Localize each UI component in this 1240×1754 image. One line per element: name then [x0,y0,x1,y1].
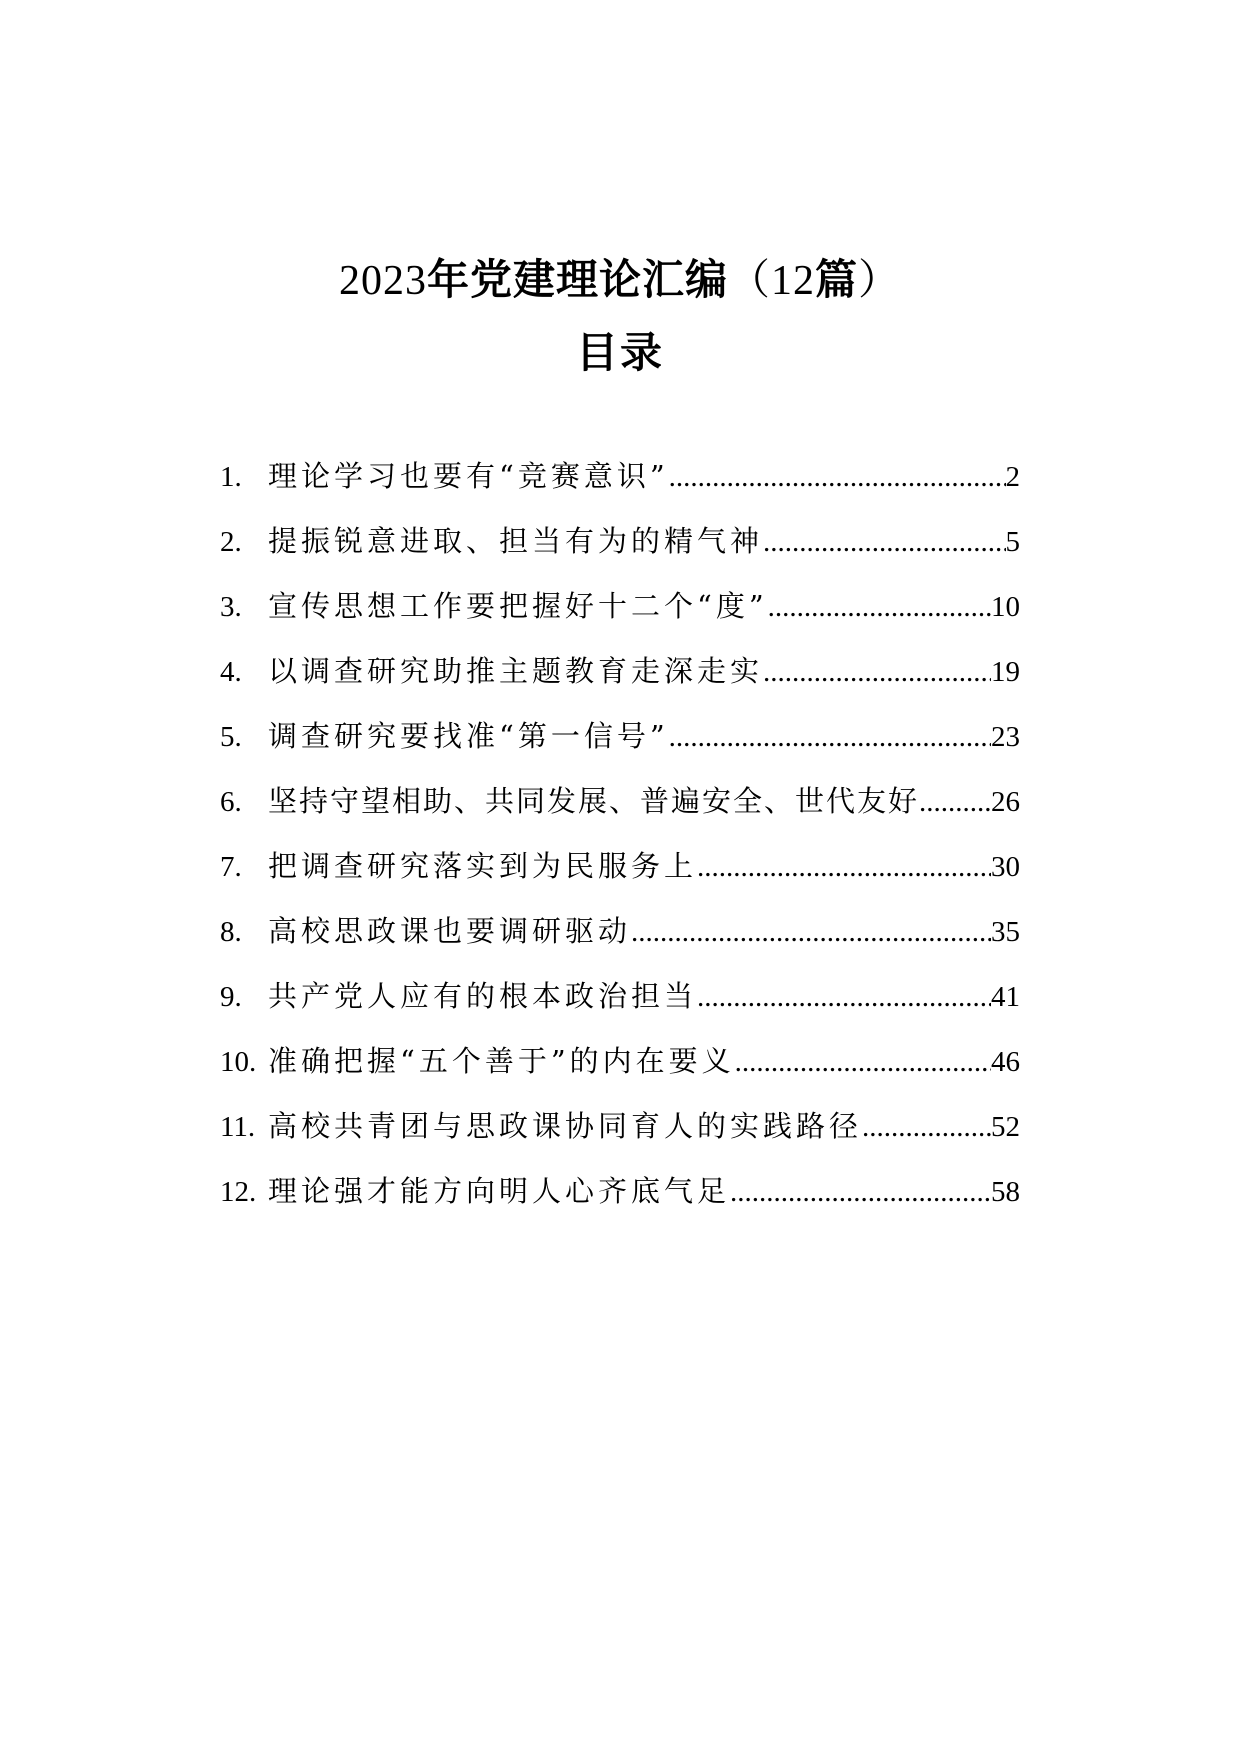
title-paren-open: （ [727,258,771,304]
toc-entry-title: 理论强才能方向明人心齐底气足 [268,1174,731,1208]
toc-dot-leader [697,835,991,900]
toc-entry-page: 58 [991,1176,1020,1208]
toc-dot-leader [735,1030,991,1095]
toc-entry-title: 调查研究要找准“第一信号” [268,719,669,753]
toc-entry-4[interactable] [220,639,1020,704]
toc-entry-page: 19 [991,656,1020,688]
toc-heading: 目录 [575,328,664,377]
document-title [0,248,1240,313]
toc-dot-leader [768,575,991,640]
toc-entry-9[interactable] [220,964,1020,1029]
title-count-unit: 篇 [815,255,859,304]
toc-entry-title: 把调查研究落实到为民服务上 [268,849,698,883]
toc-entry-page: 30 [991,851,1020,883]
title-year: 2023 [338,258,427,304]
toc-entry-title: 以调查研究助推主题教育走深走实 [268,654,764,688]
table-of-contents [220,444,1020,1224]
toc-entry-5[interactable] [220,704,1020,769]
toc-entry-page: 2 [1005,461,1020,493]
toc-entry-number: 11. [220,1111,256,1143]
toc-dot-leader [697,965,991,1030]
toc-entry-2[interactable] [220,509,1020,574]
title-paren-close: ） [858,258,902,304]
toc-entry-number: 3. [220,591,242,623]
toc-entry-page: 35 [991,916,1020,948]
toc-entry-page: 52 [991,1111,1020,1143]
toc-entry-number: 10. [220,1046,257,1078]
toc-entry-number: 2. [220,526,242,558]
toc-entry-title: 高校共青团与思政课协同育人的实践路径 [268,1109,863,1143]
toc-entry-page: 10 [991,591,1020,623]
toc-dot-leader [669,445,1006,510]
toc-entry-6[interactable] [220,769,1020,834]
toc-entry-page: 46 [991,1046,1020,1078]
toc-entry-1[interactable] [220,444,1020,509]
toc-entry-title: 高校思政课也要调研驱动 [268,914,632,948]
toc-dot-leader [631,900,991,965]
toc-dot-leader [763,510,1005,575]
toc-entry-7[interactable] [220,834,1020,899]
toc-entry-title: 理论学习也要有“竞赛意识” [268,459,669,493]
toc-entry-number: 1. [220,461,242,493]
toc-dot-leader [669,705,991,770]
toc-entry-title: 共产党人应有的根本政治担当 [268,979,698,1013]
title-main: 年党建理论汇编 [426,255,728,304]
toc-entry-page: 41 [991,981,1020,1013]
toc-dot-leader [919,770,991,835]
toc-entry-title: 提振锐意进取、担当有为的精气神 [268,524,764,558]
toc-entry-number: 5. [220,721,242,753]
toc-entry-8[interactable] [220,899,1020,964]
toc-entry-page: 23 [991,721,1020,753]
toc-entry-title: 坚持守望相助、共同发展、普遍安全、世代友好 [268,784,920,818]
toc-entry-11[interactable] [220,1094,1020,1159]
toc-entry-number: 12. [220,1176,257,1208]
toc-entry-10[interactable] [220,1029,1020,1094]
title-count: 12 [771,258,815,304]
toc-entry-number: 4. [220,656,242,688]
toc-entry-3[interactable] [220,574,1020,639]
toc-entry-title: 宣传思想工作要把握好十二个“度” [268,589,768,623]
toc-entry-number: 8. [220,916,242,948]
toc-dot-leader [862,1095,991,1160]
toc-entry-number: 6. [220,786,242,818]
toc-dot-leader [763,640,991,705]
toc-entry-number: 7. [220,851,242,883]
toc-entry-page: 26 [991,786,1020,818]
toc-entry-page: 5 [1005,526,1020,558]
toc-entry-title: 准确把握“五个善于”的内在要义 [268,1044,735,1078]
toc-entry-12[interactable] [220,1159,1020,1224]
title-block [0,248,1240,385]
toc-entry-number: 9. [220,981,242,1013]
toc-dot-leader [730,1160,991,1225]
